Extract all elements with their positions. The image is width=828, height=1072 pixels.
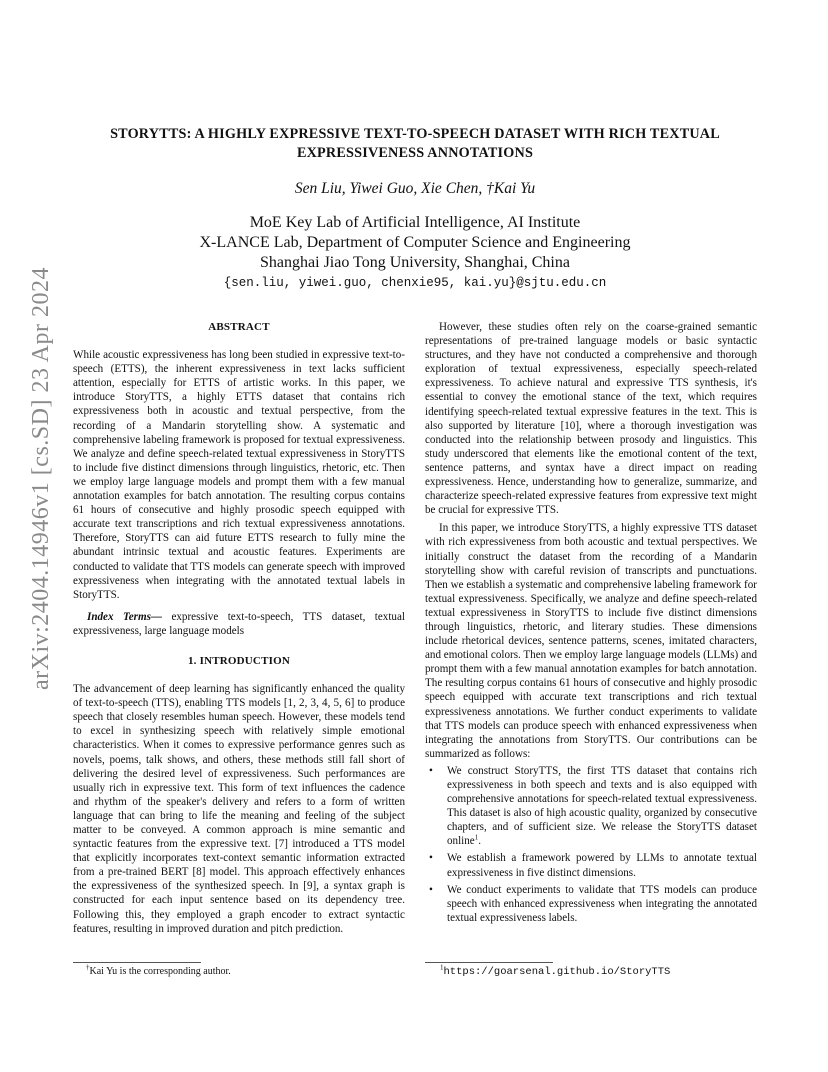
footnote-marker: 1 <box>474 833 479 842</box>
footnote-divider-left <box>73 962 201 963</box>
footnote-right <box>440 963 671 978</box>
footnote-left-marker: † <box>86 963 90 972</box>
left-column <box>73 320 405 936</box>
introduction-paragraph-1: The advancement of deep learning has significantly enhanced the quality of text-to-speech (TTS), enabling TTS models [1, 2, 3, 4, 5, 6] to produce speech that closely resembles human speech. However, these models tend to excel in synthesizing speech with relatively simple emotional characteristics. When it comes to expressive performance genres such as novels, poems, talk shows, and others, these methods still fall short of delivering the desired level of expressiveness. Such performances are usually rich in expressive text. This form of text influences the cadence and rhythm of the speaker's delivery and refers to a form of written language that can bring to life the meaning and feeling of the subject matter to be conveyed. A common approach is mine semantic and syntactic features from the expressive text. [7] introduced a TTS model that explicitly incorporates text-context semantic information extracted from a pre-trained BERT [8] model. This approach effectively enhances the expressiveness of the synthesized speech. In [9], a syntax graph is constructed for each input sentence based on its dependency tree. Following this, they employed a graph encoder to extract syntactic features, resulting in improved duration and pitch prediction. <box>73 683 405 935</box>
affiliation-line-3: Shanghai Jiao Tong University, Shanghai, China <box>260 254 570 271</box>
footnote-left <box>86 963 231 977</box>
title-line-1: STORYTTS: A HIGHLY EXPRESSIVE TEXT-TO-SPEECH DATASET WITH RICH TEXTUAL <box>110 126 720 142</box>
affiliation-block <box>70 213 760 293</box>
footnote-right-marker: 1 <box>440 963 444 972</box>
contribution-item: • We conduct experiments to validate that TTS models can produce speech with enhanced expressiveness when integrating the annotated textual expressiveness labels. <box>425 883 757 925</box>
paper-title <box>70 125 760 163</box>
footnote-left-text: Kai Yu is the corresponding author. <box>89 966 231 977</box>
affiliation-line-1: MoE Key Lab of Artificial Intelligence, AI Institute <box>249 214 581 231</box>
affiliation-line-2: X-LANCE Lab, Department of Computer Science and Engineering <box>199 234 631 251</box>
abstract-heading: ABSTRACT <box>208 321 270 333</box>
introduction-paragraph-2: However, these studies often rely on the coarse-grained semantic representations of pre-trained language models or basic syntactic structures, and they have not conducted a comprehensive and thorough exploration of textual expressiveness, especially speech-related expressiveness. To achieve natural and expressive TTS synthesis, it's essential to convey the emotional stance of the text, which requires identifying speech-related textual expressive features in the text. This is also supported by literature [10], where a thorough investigation was conducted into the relationship between prosody and linguistics. This study underscored that elements like the emotional content of the text, sentence patterns, and syntax have a direct impact on reading expressiveness. Hence, understanding how to generalize, summarize, and characterize speech-related expressive features from expressive text might be crucial for expressive TTS. <box>425 321 757 517</box>
contribution-item: • We construct StoryTTS, the first TTS dataset that contains rich expressiveness in both speech and texts and is also equipped with comprehensive annotations for speech-related textual expressiveness. This dataset is also of high acoustic quality, organized by consecutive chapters, and of sufficient size. We release the StoryTTS dataset online$^1$. <box>425 764 757 849</box>
dataset-url-link[interactable]: https://goarsenal.github.io/StoryTTS <box>443 966 671 978</box>
author-emails: {sen.liu, yiwei.guo, chenxie95, kai.yu}@sjtu.edu.cn <box>223 276 607 290</box>
index-terms <box>73 610 405 638</box>
introduction-paragraph-3: In this paper, we introduce StoryTTS, a highly expressive TTS dataset with rich expressiveness from both acoustic and textual perspectives. We initially construct the dataset from the recording of a Mandarin storytelling show with careful revision of transcripts and punctuations. Then we establish a systematic and comprehensive labeling framework for textual expressiveness. Specifically, we analyze and define speech-related textual expressiveness in StoryTTS to include five distinct dimensions through linguistics, rhetoric, and literary studies. These dimensions include rhetorical devices, sentence patterns, scenes, imitated characters, and emotional colors. Then we employ large language models (LLMs) and prompt them with a few manual annotation examples for batch annotation. The resulting corpus contains 61 hours of consecutive and highly prosodic speech equipped with accurate text transcriptions and rich textual expressiveness annotations. We further conduct experiments to validate that TTS models can produce speech with enhanced expressiveness when integrating the annotations from StoryTTS. Our contributions can be summarized as follows: <box>425 522 758 760</box>
footnote-divider-right <box>425 962 553 963</box>
index-terms-text: expressive text-to-speech, TTS dataset, textual expressiveness, large language models <box>73 610 405 637</box>
index-terms-label: Index Terms— <box>87 610 162 623</box>
introduction-heading: 1. INTRODUCTION <box>187 654 290 667</box>
contribution-item: • We establish a framework powered by LLMs to annotate textual expressiveness in five distinct dimensions. <box>425 851 757 879</box>
contributions-list <box>425 764 757 925</box>
right-column <box>425 320 757 925</box>
author-list: Sen Liu, Yiwei Guo, Xie Chen, †Kai Yu <box>294 180 536 197</box>
title-line-2: EXPRESSIVENESS ANNOTATIONS <box>296 145 534 161</box>
abstract-text: While acoustic expressiveness has long been studied in expressive text-to-speech (ETTS), the inherent expressiveness in text lacks sufficient attention, especially for ETTS of artistic works. In this paper, we introduce StoryTTS, a highly ETTS dataset that contains rich expressiveness both in acoustic and textual perspective, from the recording of a Mandarin storytelling show. A systematic and comprehensive labeling framework is proposed for textual expressiveness. We analyze and define speech-related textual expressiveness in StoryTTS to include five distinct dimensions through linguistics, rhetoric, etc. Then we employ large language models and prompt them with a few manual annotation examples for batch annotation. The resulting corpus contains 61 hours of consecutive and highly prosodic speech equipped with accurate text transcriptions and rich textual expressiveness annotations. Therefore, StoryTTS can aid future ETTS research to fully mine the abundant intrinsic textual and acoustic features. Experiments are conducted to validate that TTS models can generate speech with improved expressiveness when integrating with the annotated textual labels in StoryTTS. <box>73 349 405 601</box>
arxiv-identifier: arXiv:2404.14946v1 [cs.SD] 23 Apr 2024 <box>28 267 54 690</box>
